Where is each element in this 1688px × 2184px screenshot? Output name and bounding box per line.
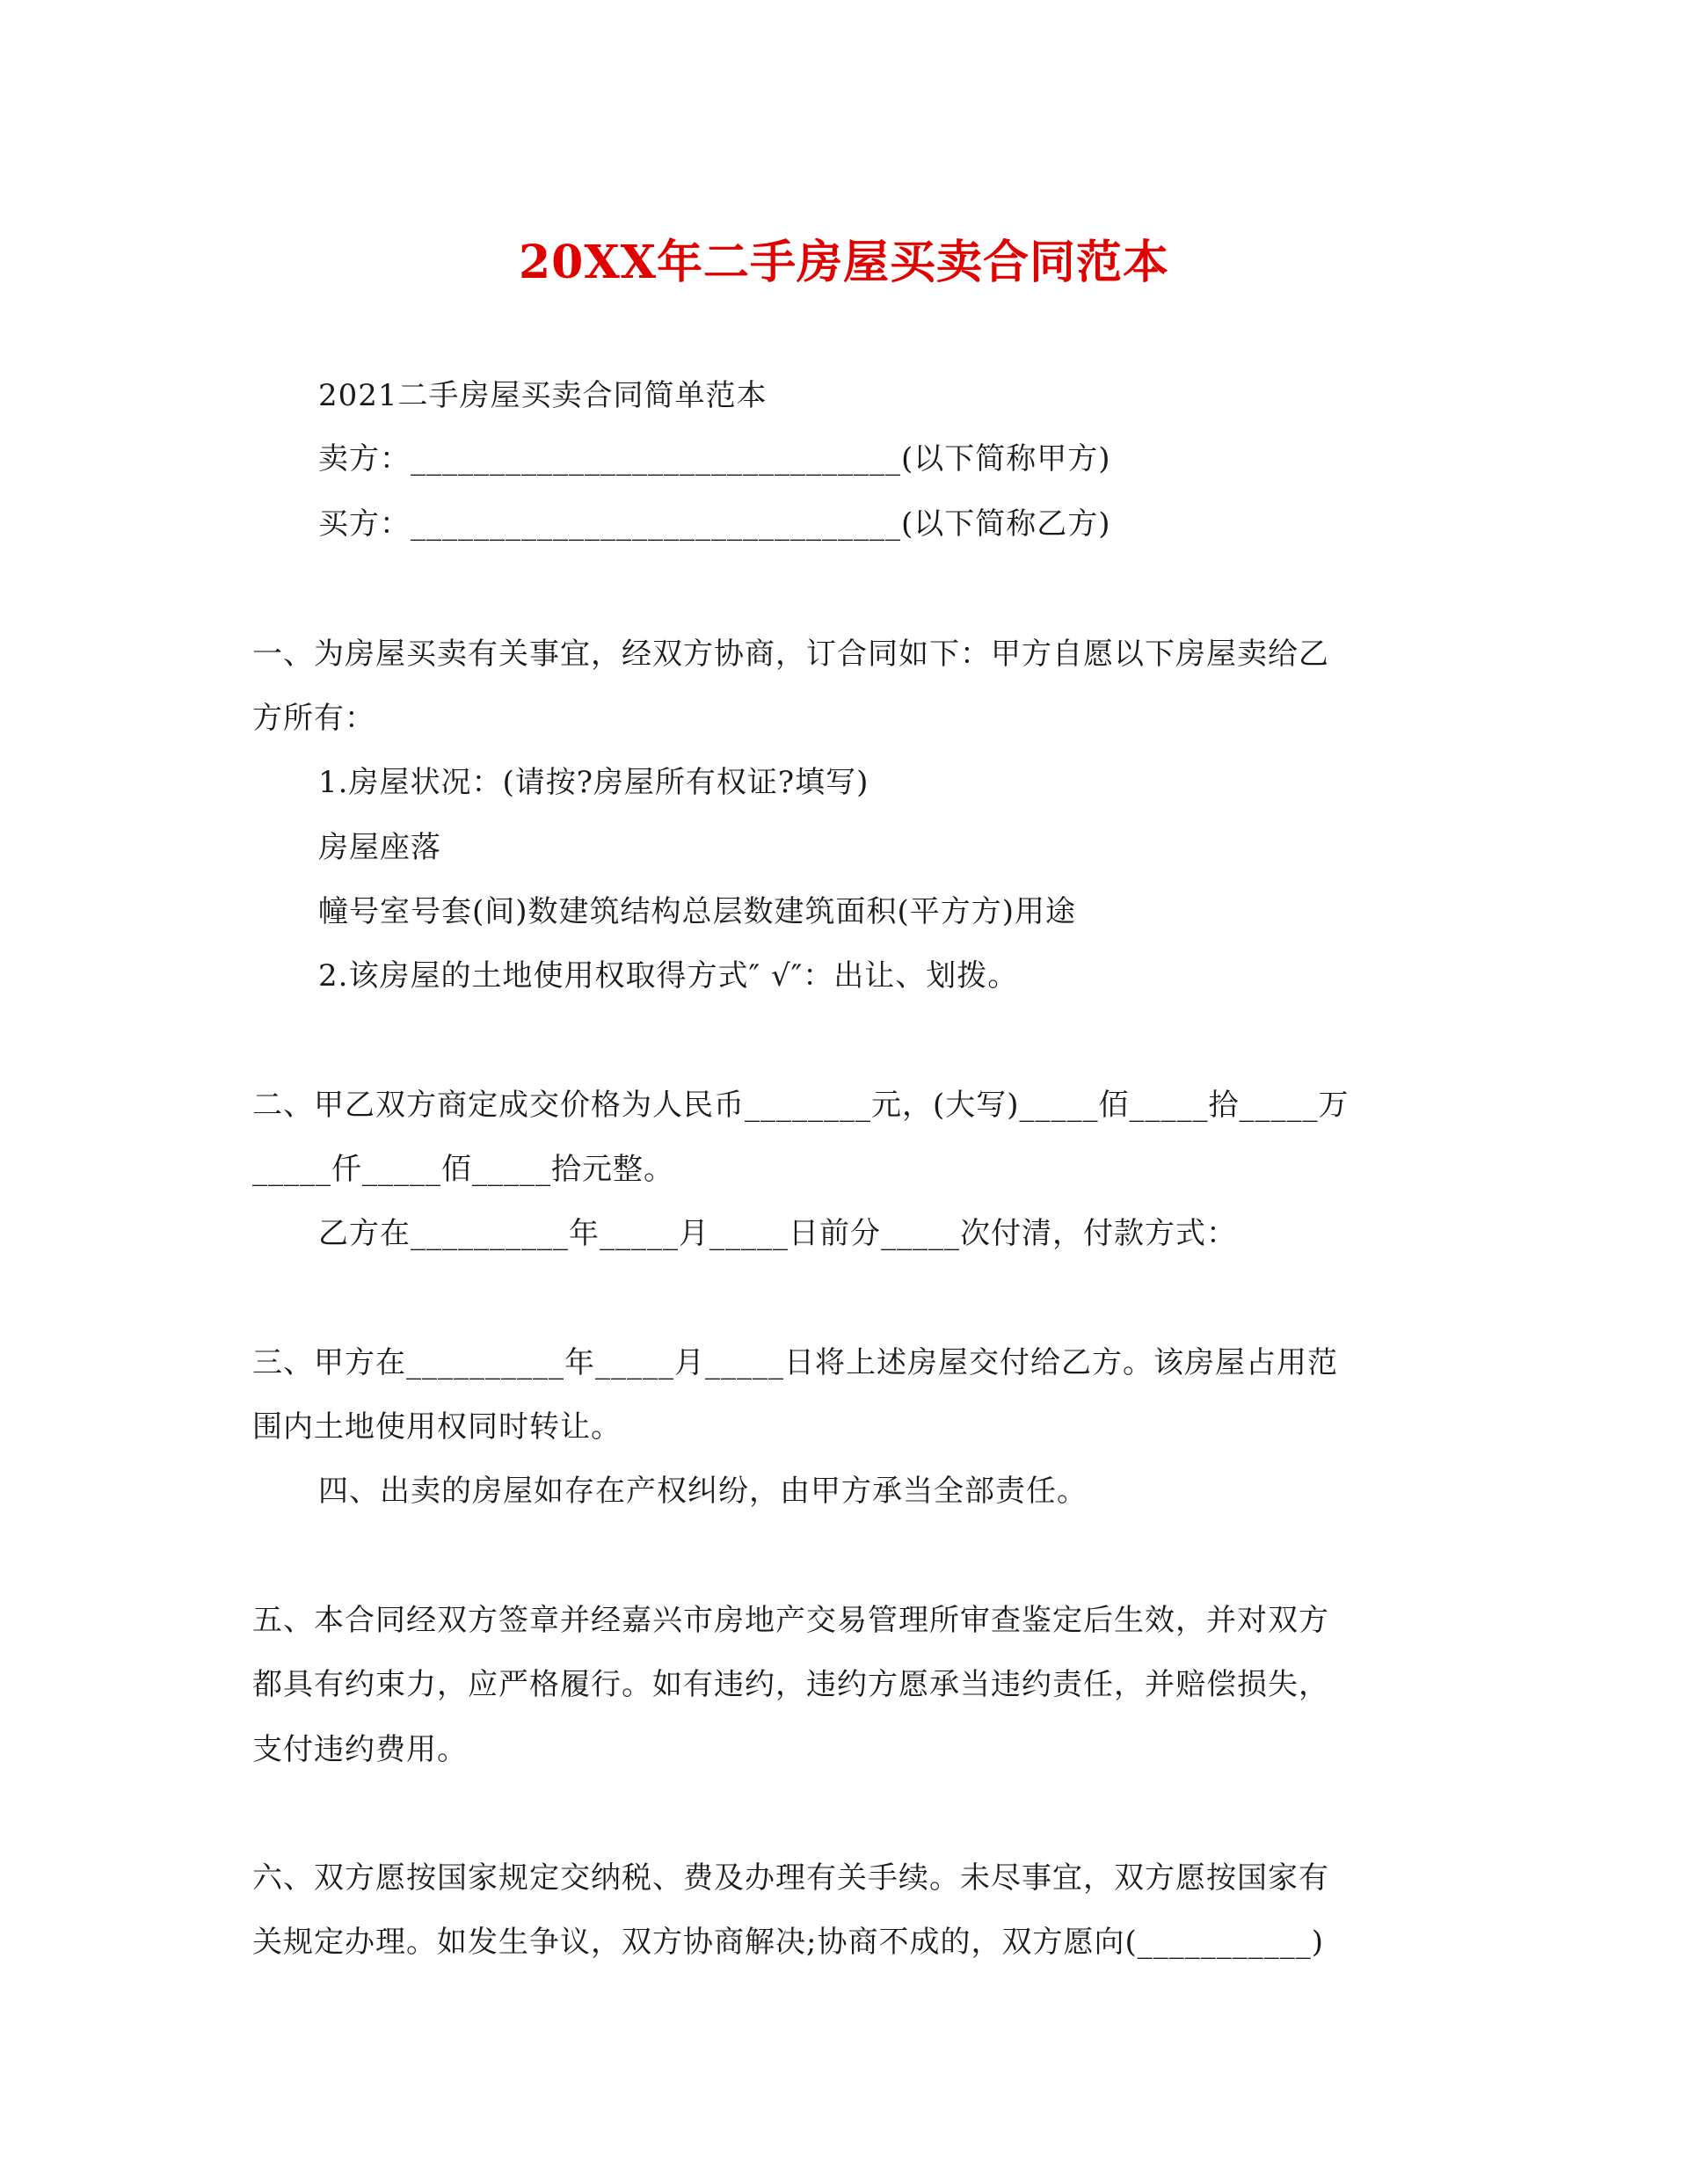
clause-4-line: 四、出卖的房屋如存在产权纠纷，由甲方承当全部责任。 bbox=[318, 1474, 1088, 1509]
payment-line: 乙方在__________年_____月_____日前分_____次付清，付款方式： bbox=[318, 1216, 1237, 1251]
document-title: 20XX年二手房屋买卖合同范本 bbox=[518, 236, 1170, 289]
clause-1-line-2: 方所有： bbox=[252, 701, 375, 736]
land-use-line: 2.该房屋的土地使用权取得方式″ √″：出让、划拨。 bbox=[318, 958, 1019, 994]
clause-3-line-2: 围内土地使用权同时转让。 bbox=[252, 1409, 622, 1445]
house-details-line: 幢号室号套(间)数建筑结构总层数建筑面积(平方方)用途 bbox=[318, 894, 1077, 929]
subtitle-line: 2021二手房屋买卖合同简单范本 bbox=[318, 378, 768, 413]
house-location-line: 房屋座落 bbox=[318, 830, 441, 865]
clause-5-line-3: 支付违约费用。 bbox=[252, 1732, 468, 1767]
clause-6-line-1: 六、双方愿按国家规定交纳税、费及办理有关手续。未尽事宜，双方愿按国家有 bbox=[252, 1860, 1329, 1896]
clause-2-line-2: _____仟_____佰_____拾元整。 bbox=[252, 1152, 674, 1187]
house-status-line: 1.房屋状况：(请按?房屋所有权证?填写) bbox=[318, 765, 869, 800]
clause-3-line-1: 三、甲方在__________年_____月_____日将上述房屋交付给乙方。该房屋占用范 bbox=[252, 1345, 1338, 1380]
buyer-line: 买方：_______________________________(以下简称乙方) bbox=[318, 506, 1111, 542]
clause-6-line-2: 关规定办理。如发生争议，双方协商解决;协商不成的，双方愿向(___________) bbox=[252, 1925, 1324, 1960]
clause-5-line-2: 都具有约束力，应严格履行。如有违约，违约方愿承当违约责任，并赔偿损失， bbox=[252, 1667, 1329, 1702]
seller-line: 卖方：_______________________________(以下简称甲方) bbox=[318, 441, 1111, 477]
clause-1-line-1: 一、为房屋买卖有关事宜，经双方协商，订合同如下：甲方自愿以下房屋卖给乙 bbox=[252, 637, 1329, 672]
clause-2-line-1: 二、甲乙双方商定成交价格为人民币________元，(大写)_____佰_____拾_____万 bbox=[252, 1088, 1350, 1123]
clause-5-line-1: 五、本合同经双方签章并经嘉兴市房地产交易管理所审查鉴定后生效，并对双方 bbox=[252, 1603, 1329, 1638]
